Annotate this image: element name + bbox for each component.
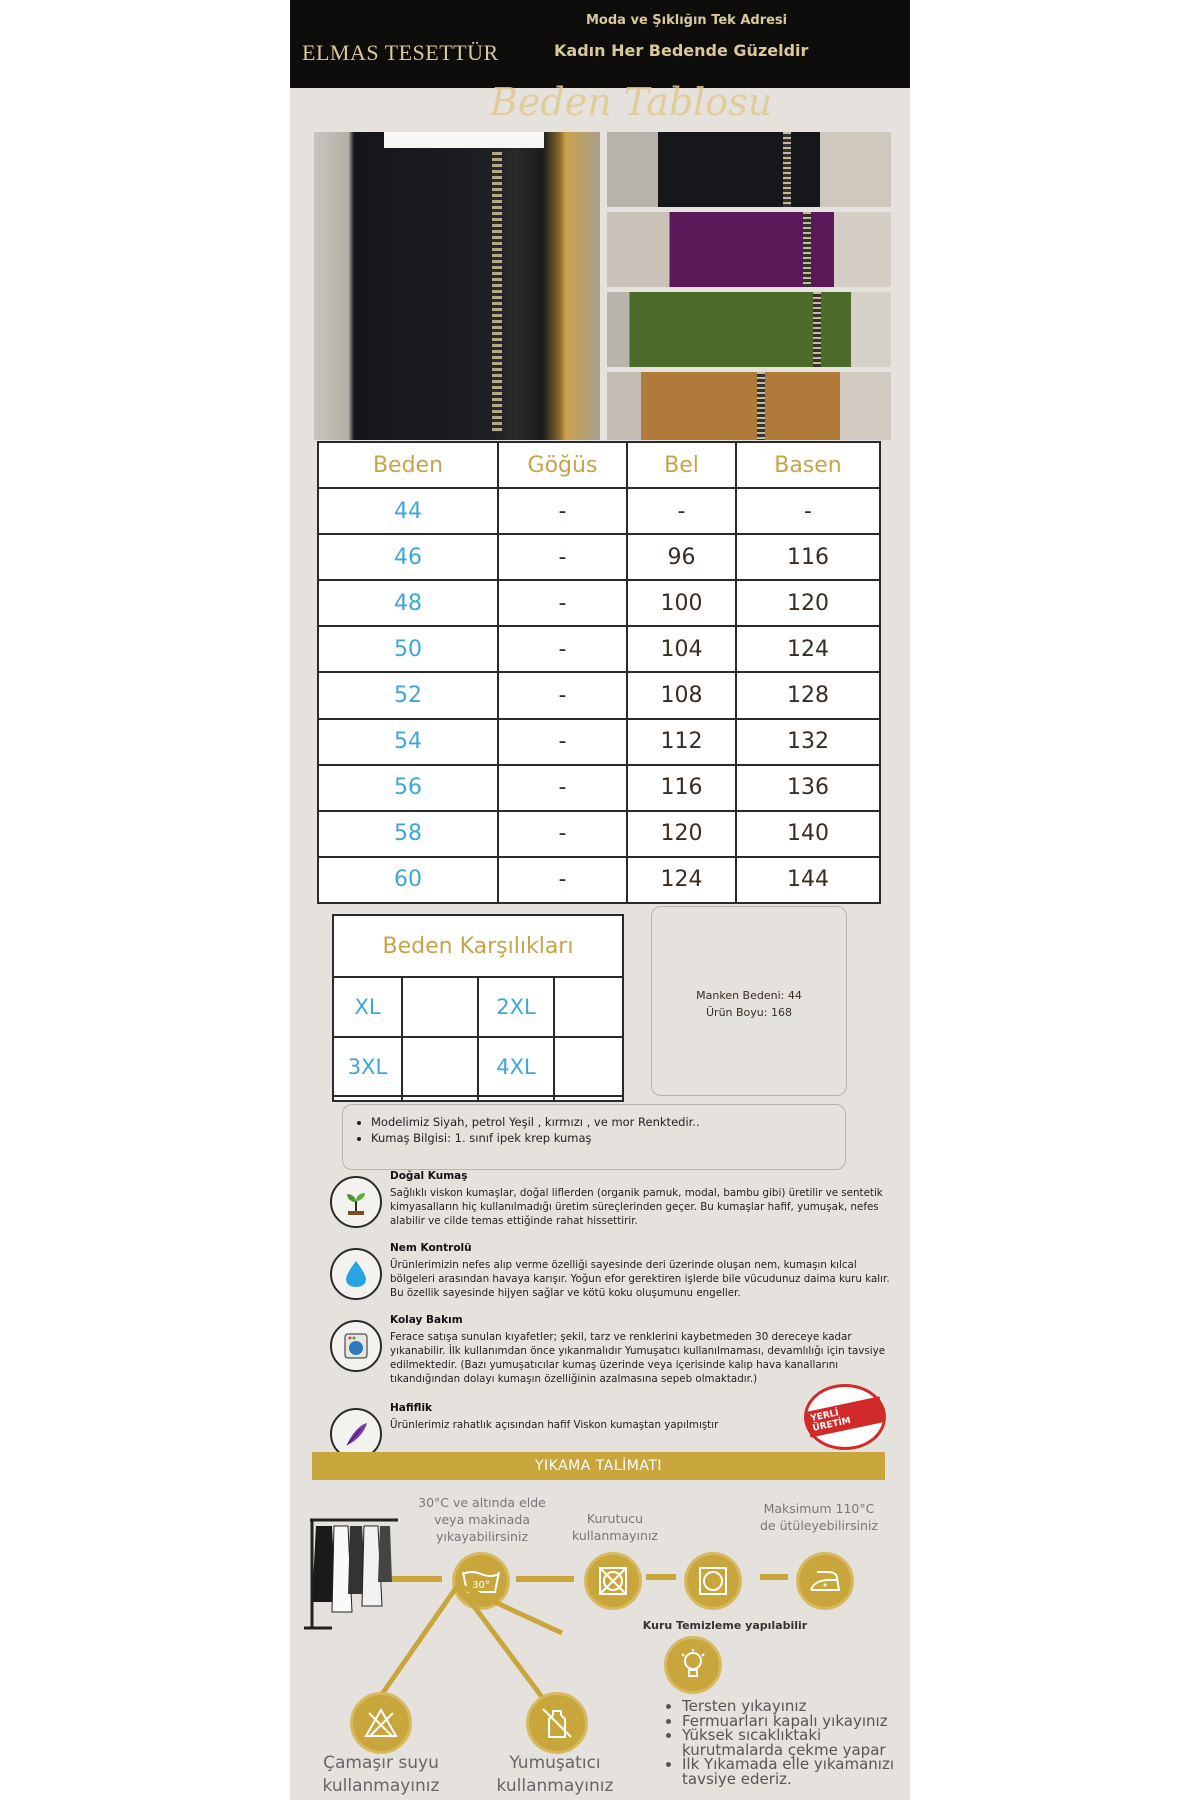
no-bleach-label: Çamaşır suyu kullanmayınız — [322, 1753, 440, 1796]
hip-cell: 136 — [736, 765, 880, 811]
size-equivalents-table — [332, 914, 624, 1102]
slogan-line-2: Kadın Her Bedende Güzeldir — [554, 41, 809, 60]
chest-cell: - — [498, 719, 627, 765]
equiv-3xl: 3XL — [333, 1037, 402, 1097]
table-row — [318, 857, 880, 903]
local-production-badge — [804, 1384, 886, 1450]
washing-machine-icon — [330, 1320, 382, 1372]
water-drop-icon — [330, 1248, 382, 1300]
hip-cell: 116 — [736, 534, 880, 580]
size-cell: 50 — [318, 626, 498, 672]
hip-cell: 144 — [736, 857, 880, 903]
hip-cell: 140 — [736, 811, 880, 857]
waist-cell: - — [627, 488, 736, 534]
washing-banner: YIKAMA TALİMATI — [312, 1452, 885, 1480]
chest-cell: - — [498, 534, 627, 580]
size-cell: 54 — [318, 719, 498, 765]
lightbulb-icon — [664, 1636, 722, 1694]
dry-clean-label: Kuru Temizleme yapılabilir — [642, 1619, 808, 1632]
sequin-stripe — [757, 372, 765, 440]
model-info-box — [651, 906, 847, 1096]
size-cell: 48 — [318, 580, 498, 626]
product-photo-camel — [607, 372, 891, 440]
chest-cell: - — [498, 811, 627, 857]
feature-text: Ferace satışa sunulan kıyafetler; şekil, tarz ve renklerini kaybetmeden 30 dereceye kadar yıkanabilir. İlk kullanımdan önce yıkanmalıdır Yumuşatıcı kullanılmaması, devamlılığı için tavsiye edilmektedir. (Bazı yumuşatıcılar kumaş üzerinde veya içerisinde kalıp hava kanallarını tıkandığından dolayı kumaşın özelliğinin azalmasına sepeb olmaktadır.) — [390, 1331, 886, 1385]
sequin-stripe — [813, 292, 821, 367]
no-dryer-label: Kurutucu kullanmayınız — [572, 1511, 658, 1543]
feature-title: Nem Kontrolü — [390, 1242, 472, 1254]
hip-cell: 120 — [736, 580, 880, 626]
wash-temp-symbol: 30° — [472, 1580, 490, 1591]
product-notes-box — [342, 1104, 846, 1170]
connector — [516, 1576, 574, 1582]
feature-text: Sağlıklı viskon kumaşlar, doğal liflerden (organik pamuk, modal, bambu gibi) üretilir ve sentetik kimyasalların hiç kullanılmadığı üretim süreçlerinden geçer. Bu kumaşlar hafif, yumuşak, nefes alabilir ve cilde temas ettiğinde rahat hissettirir. — [390, 1187, 883, 1227]
chest-cell: - — [498, 857, 627, 903]
chest-cell: - — [498, 672, 627, 718]
feature-text: Ürünlerimiz rahatlık açısından hafif Viskon kumaştan yapılmıştır — [390, 1419, 719, 1431]
header-hip: Basen — [736, 442, 880, 488]
product-photo-black-main — [314, 132, 600, 440]
washing-tip: • Tersten yıkayınız — [682, 1699, 910, 1714]
product-color-note: • Modelimiz Siyah, petrol Yeşil , kırmızı , ve mor Renktedir.. — [371, 1115, 845, 1129]
slogan-line-1: Moda ve Şıklığın Tek Adresi — [586, 13, 788, 28]
chest-cell: - — [498, 626, 627, 672]
size-cell: 58 — [318, 811, 498, 857]
sequin-stripe — [492, 152, 502, 432]
brand-logo: ELMAS TESETTÜR — [302, 40, 499, 65]
iron-icon — [796, 1552, 854, 1610]
badge-text: YERLİ ÜRETİM — [805, 1396, 885, 1437]
wash-30-label: 30°C ve altında elde veya makinada yıkayabilirsiniz — [418, 1495, 546, 1544]
table-row — [318, 811, 880, 857]
feature-text: Ürünlerimizin nefes alıp verme özelliği sayesinde deri üzerinde oluşan nem, kumaşın kılcal bölgeleri arasından havaya karışır. Yoğun efor gerektiren işlerde bile vücudunuz daima kuru kalır. Bu özellik sayesinde hijyen sağlar ve kötü koku oluşumunu engeller. — [390, 1259, 890, 1299]
sequin-stripe — [803, 212, 811, 287]
table-row — [318, 580, 880, 626]
size-chart-title: Beden Tablosu — [490, 80, 773, 124]
equiv-empty — [554, 1037, 623, 1097]
table-row — [318, 719, 880, 765]
chest-cell: - — [498, 580, 627, 626]
waist-cell: 112 — [627, 719, 736, 765]
size-cell: 44 — [318, 488, 498, 534]
washing-tip: • Fermuarları kapalı yıkayınız — [682, 1714, 910, 1729]
equiv-empty — [554, 1096, 623, 1101]
size-cell: 46 — [318, 534, 498, 580]
model-size: Manken Bedeni: 44 — [696, 989, 802, 1002]
no-softener-icon — [526, 1692, 588, 1754]
header-bar — [290, 0, 910, 88]
size-cell: 60 — [318, 857, 498, 903]
header-size: Beden — [318, 442, 498, 488]
chest-cell: - — [498, 488, 627, 534]
connector — [646, 1574, 676, 1580]
hip-cell: 132 — [736, 719, 880, 765]
size-table-header — [318, 442, 880, 488]
size-cell: 52 — [318, 672, 498, 718]
equiv-empty — [402, 1096, 478, 1101]
washing-tips — [668, 1699, 910, 1786]
white-top — [384, 132, 544, 148]
product-photo-green — [607, 292, 891, 367]
header-chest: Göğüs — [498, 442, 627, 488]
size-cell: 56 — [318, 765, 498, 811]
product-photo-black — [607, 132, 891, 207]
table-row — [318, 626, 880, 672]
table-row — [318, 534, 880, 580]
equiv-4xl: 4XL — [478, 1037, 554, 1097]
washing-tip: • İlk Yıkamada elle yıkamanızı tavsiye ederiz. — [682, 1757, 910, 1786]
equiv-2xl: 2XL — [478, 977, 554, 1037]
equiv-empty — [402, 1037, 478, 1097]
waist-cell: 104 — [627, 626, 736, 672]
fabric-note: • Kumaş Bilgisi: 1. sınıf ipek krep kumaş — [371, 1131, 845, 1145]
waist-cell: 108 — [627, 672, 736, 718]
no-softener-label: Yumuşatıcı kullanmayınız — [496, 1753, 614, 1796]
equiv-empty — [333, 1096, 402, 1101]
product-photo-purple — [607, 212, 891, 287]
table-row — [318, 488, 880, 534]
waist-cell: 116 — [627, 765, 736, 811]
waist-cell: 96 — [627, 534, 736, 580]
table-row — [318, 672, 880, 718]
feature-title: Kolay Bakım — [390, 1314, 463, 1326]
waist-cell: 100 — [627, 580, 736, 626]
equiv-xl: XL — [333, 977, 402, 1037]
no-bleach-icon — [350, 1692, 412, 1754]
hip-cell: 128 — [736, 672, 880, 718]
connector — [392, 1576, 442, 1582]
waist-cell: 124 — [627, 857, 736, 903]
table-row — [318, 765, 880, 811]
feature-title: Doğal Kumaş — [390, 1170, 468, 1182]
feature-title: Hafiflik — [390, 1402, 433, 1414]
header-waist: Bel — [627, 442, 736, 488]
hip-cell: - — [736, 488, 880, 534]
hip-cell: 124 — [736, 626, 880, 672]
waist-cell: 120 — [627, 811, 736, 857]
size-equivalents-title: Beden Karşılıkları — [333, 915, 623, 977]
equiv-empty — [478, 1096, 554, 1101]
washing-tip: • Yüksek sıcaklıktaki kurutmalarda çekme yapar — [682, 1728, 900, 1757]
size-table — [317, 441, 881, 904]
plant-icon — [330, 1176, 382, 1228]
sequin-stripe — [783, 132, 791, 207]
iron-label: Maksimum 110°C de ütüleyebilirsiniz — [759, 1501, 879, 1533]
equiv-empty — [402, 977, 478, 1037]
connector — [760, 1574, 788, 1580]
chest-cell: - — [498, 765, 627, 811]
product-length: Ürün Boyu: 168 — [706, 1006, 792, 1019]
equiv-empty — [554, 977, 623, 1037]
